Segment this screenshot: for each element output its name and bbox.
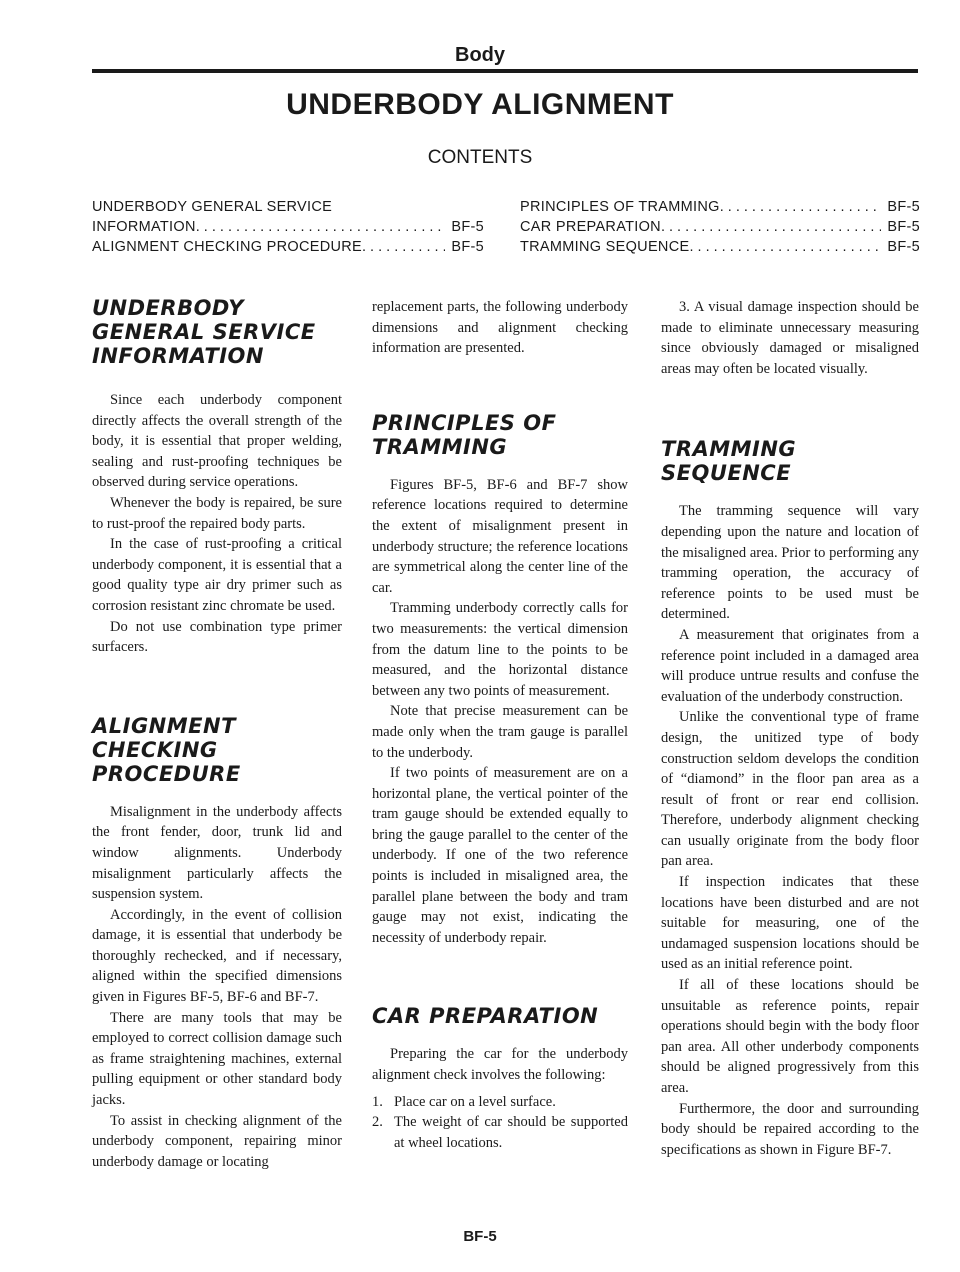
paragraph: If inspection indicates that these locations have been disturbed and are not suitable for measuring, one of the undamaged suspension locations should be used as an initial reference point. xyxy=(661,874,919,973)
toc-entry-title: UNDERBODY GENERAL SERVICE xyxy=(92,199,333,215)
toc-leader xyxy=(689,237,881,257)
toc-leader xyxy=(362,237,445,257)
list-item-text: Place car on a level surface. xyxy=(394,1093,556,1110)
toc-right xyxy=(520,197,920,257)
contents-title: CONTENTS xyxy=(427,147,533,168)
toc-entry xyxy=(92,217,484,237)
paragraph: A measurement that originates from a reference point included in a damaged area will produce untrue results and confuse the evaluation of the underbody construction. xyxy=(661,626,919,705)
list-item xyxy=(372,1092,628,1113)
paragraph: Since each underbody component directly affects the overall strength of the body, it is essential that proper welding, sealing and rust-proofing techniques be observed during service operations. xyxy=(92,392,342,491)
toc-entry xyxy=(520,197,920,217)
toc-entry-title: TRAMMING SEQUENCE xyxy=(520,239,690,255)
toc-leader xyxy=(196,217,446,237)
toc-entry xyxy=(92,237,484,257)
paragraph: Note that precise measurement can be made only when the tram gauge is parallel to the underbody. xyxy=(372,703,628,761)
section-heading-tramming-sequence: TRAMMING SEQUENCE xyxy=(661,437,797,486)
toc-entry-title: CAR PREPARATION xyxy=(520,219,661,235)
page-number: BF-5 xyxy=(463,1228,497,1245)
paragraph: The tramming sequence will vary depending upon the nature and location of the misaligned area. Prior to performing any tramming operation, the accuracy of reference points to be used must be determined. xyxy=(661,503,919,623)
header-rule xyxy=(92,69,918,73)
list-item-number: 2. xyxy=(372,1114,383,1131)
paragraph: If two points of measurement are on a horizontal plane, the vertical pointer of the tram gauge should be extended equally to bring the gauge parallel to the center of the underbody. If one of the two reference points is included in misaligned area, the parallel plane between the body and tram gauge may not exist, indicating the necessity of underbody repair. xyxy=(372,765,628,946)
toc-entry xyxy=(520,237,920,257)
toc-entry xyxy=(92,197,484,217)
paragraph: Tramming underbody correctly calls for two measurements: the vertical dimension from the datum line to the points to be measured, and the horizontal distance between any two points of measurement. xyxy=(372,600,628,699)
toc-entry-title: ALIGNMENT CHECKING PROCEDURE xyxy=(92,239,362,255)
toc-entry-page: BF-5 xyxy=(451,219,484,235)
toc-entry-page: BF-5 xyxy=(887,199,920,215)
paragraph: Figures BF-5, BF-6 and BF-7 show reference locations required to determine the extent of misalignment present in underbody structure; the reference locations are symmetrical along the center line of the car. xyxy=(372,476,628,596)
list-item xyxy=(372,1112,628,1153)
toc-leader xyxy=(720,197,882,217)
preparation-list xyxy=(372,1092,628,1154)
toc-entry-page: BF-5 xyxy=(451,239,484,255)
toc-entry-title: INFORMATION xyxy=(92,219,196,235)
paragraph: replacement parts, the following underbody dimensions and alignment checking information are presented. xyxy=(372,299,628,357)
page-title: UNDERBODY ALIGNMENT xyxy=(286,88,674,121)
paragraph: Furthermore, the door and surrounding body should be repaired according to the specifications as shown in Figure BF-7. xyxy=(661,1100,919,1158)
column-2 xyxy=(372,297,628,1153)
section-heading-principles-of-tramming: PRINCIPLES OF TRAMMING xyxy=(372,410,557,459)
paragraph: To assist in checking alignment of the underbody component, repairing minor underbody damage or locating xyxy=(92,1112,342,1170)
toc-left xyxy=(92,197,484,257)
section-heading-car-preparation: CAR PREPARATION xyxy=(372,1004,599,1029)
paragraph: Whenever the body is repaired, be sure to rust-proof the repaired body parts. xyxy=(92,494,342,532)
paragraph: Accordingly, in the event of collision damage, it is essential that underbody be thoroughly rechecked, and if necessary, aligned within the specified dimensions given in Figures BF-5, BF-6 and BF-7. xyxy=(92,906,342,1006)
paragraph: If all of these locations should be unsuitable as reference points, repair operations should begin with the body floor pan area. All other underbody components should be aligned progressively from this area. xyxy=(661,977,919,1096)
paragraph: Misalignment in the underbody affects the front fender, door, trunk lid and window alignments. Underbody misalignment particularly affects the suspension system. xyxy=(92,803,342,903)
toc-entry-page: BF-5 xyxy=(887,219,920,235)
section-heading-general-service: UNDERBODY GENERAL SERVICE INFORMATION xyxy=(92,296,316,368)
paragraph: Do not use combination type primer surfacers. xyxy=(92,618,342,656)
section-header: Body xyxy=(455,44,505,66)
toc-leader xyxy=(661,217,881,237)
list-item-text: The weight of car should be supported at wheel locations. xyxy=(394,1114,628,1151)
list-item-number: 1. xyxy=(372,1093,383,1110)
paragraph: In the case of rust-proofing a critical underbody component, it is essential that a good quality type air dry primer such as corrosion resistant zinc chromate be used. xyxy=(92,536,342,614)
toc-entry xyxy=(520,217,920,237)
paragraph: There are many tools that may be employed to correct collision damage such as frame straightening machines, external pulling equipment or other standard body jacks. xyxy=(92,1009,342,1109)
paragraph: Unlike the conventional type of frame design, the unitized type of body construction seldom develops the condition of “diamond” in the floor pan area as a result of front or rear end collision. Therefore, underbody alignment checking can usually originate from the body floor pan area. xyxy=(661,709,919,870)
section-heading-alignment-checking: ALIGNMENT CHECKING PROCEDURE xyxy=(92,713,241,786)
column-3 xyxy=(661,297,919,1160)
paragraph: 3. A visual damage inspection should be made to eliminate unnecessary measuring since obviously damaged or misaligned areas may often be located visually. xyxy=(661,299,919,377)
column-1 xyxy=(92,296,342,1172)
paragraph: Preparing the car for the underbody alignment check involves the following: xyxy=(372,1046,628,1084)
toc-entry-page: BF-5 xyxy=(887,239,920,255)
toc-entry-title: PRINCIPLES OF TRAMMING xyxy=(520,199,720,215)
